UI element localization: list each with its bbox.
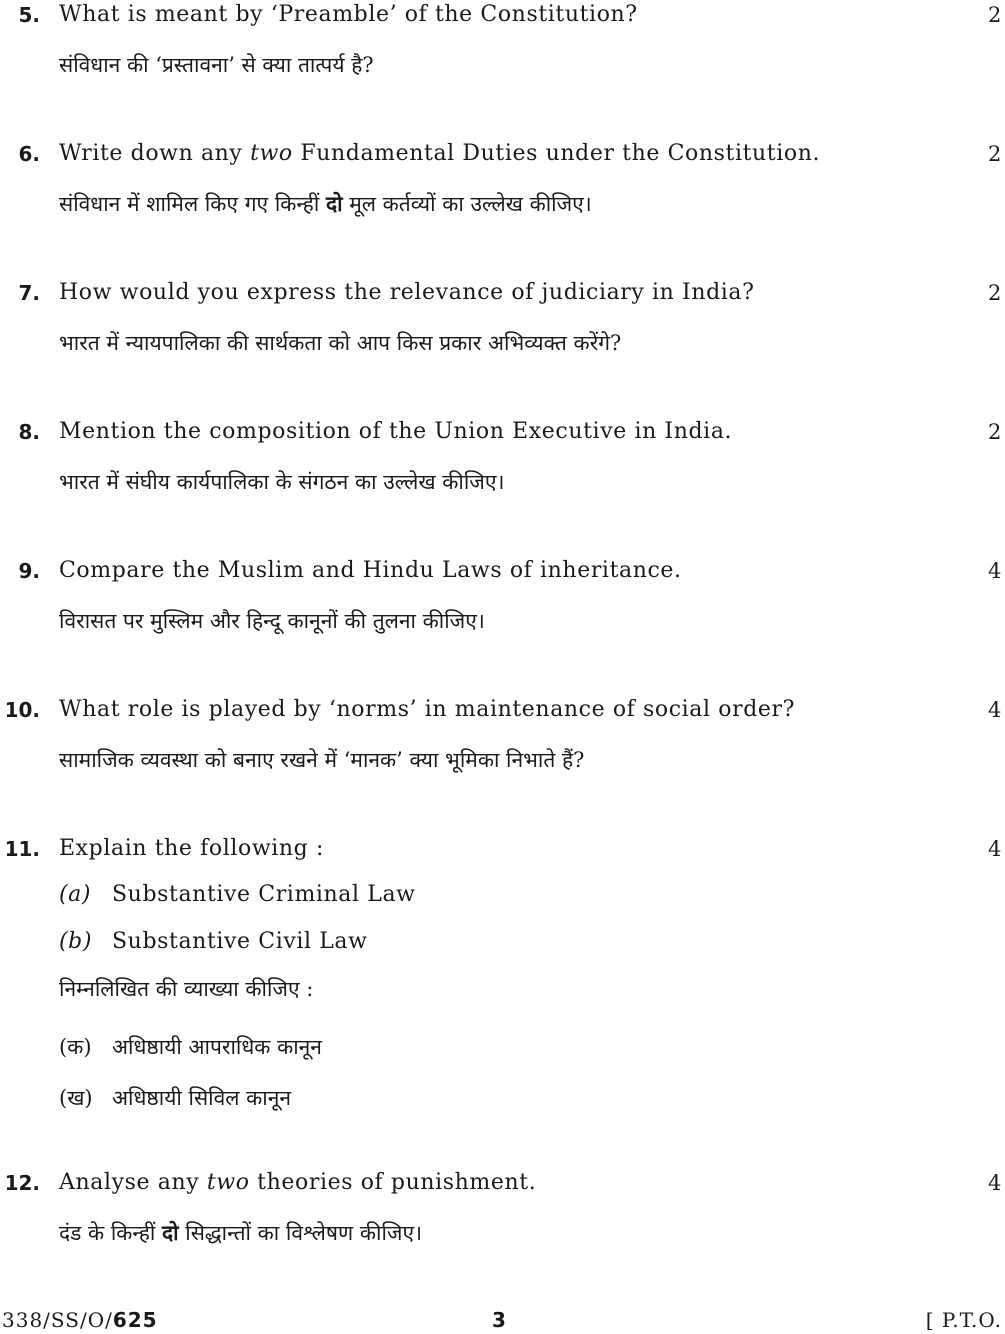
question-text-english: Write down any two Fundamental Duties under the Constitution.: [59, 141, 821, 166]
paper-code: 338/SS/O/625: [2, 1308, 158, 1332]
question-8: [0, 417, 1005, 499]
question-text-english: Compare the Muslim and Hindu Laws of inheritance.: [59, 558, 682, 583]
question-number: 11.: [4, 837, 40, 861]
question-number: 9.: [18, 559, 40, 583]
sub-item-kha: [0, 1081, 1005, 1115]
bold-text: दो: [325, 191, 343, 216]
question-text-hindi: सामाजिक व्यवस्था को बनाए रखने में ‘मानक’ क्या भूमिका निभाते हैं?: [59, 748, 585, 772]
question-number: 12.: [4, 1171, 40, 1195]
question-number: 6.: [18, 142, 40, 166]
question-marks: 2: [988, 420, 1002, 444]
question-text-hindi: भारत में न्यायपालिका की सार्थकता को आप किस प्रकार अभिव्यक्त करेंगे?: [59, 331, 622, 355]
question-text-hindi: निम्नलिखित की व्याख्या कीजिए :: [59, 977, 314, 1001]
sub-item-text: अधिष्ठायी आपराधिक कानून: [112, 1035, 322, 1059]
sub-item-a: [0, 880, 1005, 910]
question-text-hindi: दंड के किन्हीं दो सिद्धान्तों का विश्लेषण कीजिए।: [59, 1220, 423, 1245]
question-marks: 2: [988, 281, 1002, 305]
question-number: 5.: [18, 3, 40, 27]
sub-item-label: (a): [59, 882, 92, 907]
sub-item-text: Substantive Criminal Law: [112, 882, 416, 907]
sub-item-text: Substantive Civil Law: [112, 929, 368, 954]
question-7: [0, 278, 1005, 360]
question-12: [0, 1168, 1005, 1250]
question-9: [0, 556, 1005, 638]
question-5: [0, 0, 1005, 82]
question-text-hindi: संविधान की ‘प्रस्तावना’ से क्या तात्पर्य है?: [59, 53, 374, 77]
sub-item-label: (क): [59, 1035, 92, 1059]
emphasis-text: two: [250, 141, 293, 166]
question-10: [0, 695, 1005, 777]
question-text-english: Explain the following :: [59, 836, 324, 861]
question-text-english: What role is played by ‘norms’ in maintenance of social order?: [59, 697, 796, 722]
sub-item-label: (b): [59, 929, 93, 954]
question-text-english: Analyse any two theories of punishment.: [59, 1170, 537, 1195]
emphasis-text: two: [206, 1170, 250, 1195]
question-number: 8.: [18, 420, 40, 444]
question-marks: 4: [988, 837, 1002, 861]
question-text-hindi: विरासत पर मुस्लिम और हिन्दू कानूनों की तुलना कीजिए।: [59, 609, 485, 633]
question-text-english: Mention the composition of the Union Executive in India.: [59, 419, 733, 444]
pto-label: [ P.T.O.: [925, 1308, 1002, 1332]
sub-item-ka: [0, 1030, 1005, 1064]
question-marks: 2: [988, 3, 1002, 27]
sub-item-label: (ख): [59, 1086, 93, 1110]
question-6: [0, 139, 1005, 221]
question-marks: 4: [988, 698, 1002, 722]
question-text-english: What is meant by ‘Preamble’ of the Constitution?: [59, 2, 638, 27]
sub-item-b: [0, 927, 1005, 957]
question-text-english: How would you express the relevance of judiciary in India?: [59, 280, 755, 305]
page-number: 3: [492, 1308, 506, 1332]
question-marks: 4: [988, 1171, 1002, 1195]
question-number: 10.: [4, 698, 40, 722]
bold-text: दो: [161, 1220, 179, 1245]
question-text-hindi: संविधान में शामिल किए गए किन्हीं दो मूल कर्तव्यों का उल्लेख कीजिए।: [59, 191, 592, 216]
question-marks: 2: [988, 142, 1002, 166]
question-number: 7.: [18, 281, 40, 305]
question-11: [0, 834, 1005, 1115]
sub-item-text: अधिष्ठायी सिविल कानून: [112, 1086, 292, 1110]
question-marks: 4: [988, 559, 1002, 583]
question-text-hindi: भारत में संघीय कार्यपालिका के संगठन का उल्लेख कीजिए।: [59, 470, 505, 494]
